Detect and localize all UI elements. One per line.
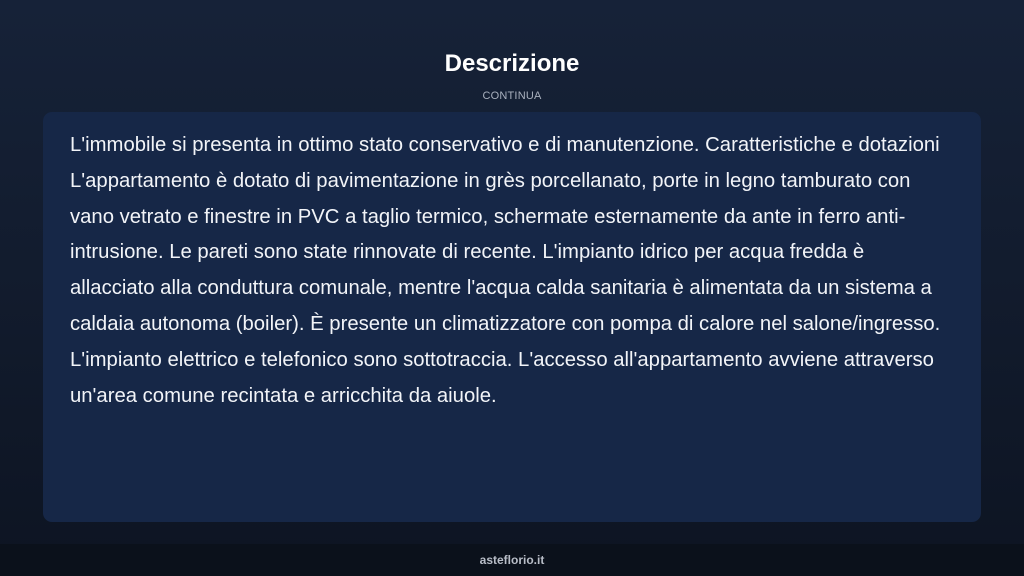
- description-card: [43, 112, 981, 522]
- page-title: Descrizione: [444, 50, 580, 77]
- footer-bar: [0, 544, 1024, 576]
- site-name: asteflorio.it: [479, 553, 545, 567]
- continue-label: CONTINUA: [482, 90, 542, 102]
- description-text: L'immobile si presenta in ottimo stato conservativo e di manutenzione. Caratteristiche e dotazioni L'appartamento è dotato di pavimentazione in grès porcellanato, porte in legno tamburato con vano vetrato e finestre in PVC a taglio termico, schermate esternamente da ante in ferro anti-intrusione. Le pareti sono state rinnovate di recente. L'impianto idrico per acqua fredda è allacciato alla conduttura comunale, mentre l'acqua calda sanitaria è alimentata da un sistema a caldaia autonoma (boiler). È presente un climatizzatore con pompa di calore nel salone/ingresso. L'impianto elettrico e telefonico sono sottotraccia. L'accesso all'appartamento avviene attraverso un'area comune recintata e arricchita da aiuole.: [70, 134, 941, 407]
